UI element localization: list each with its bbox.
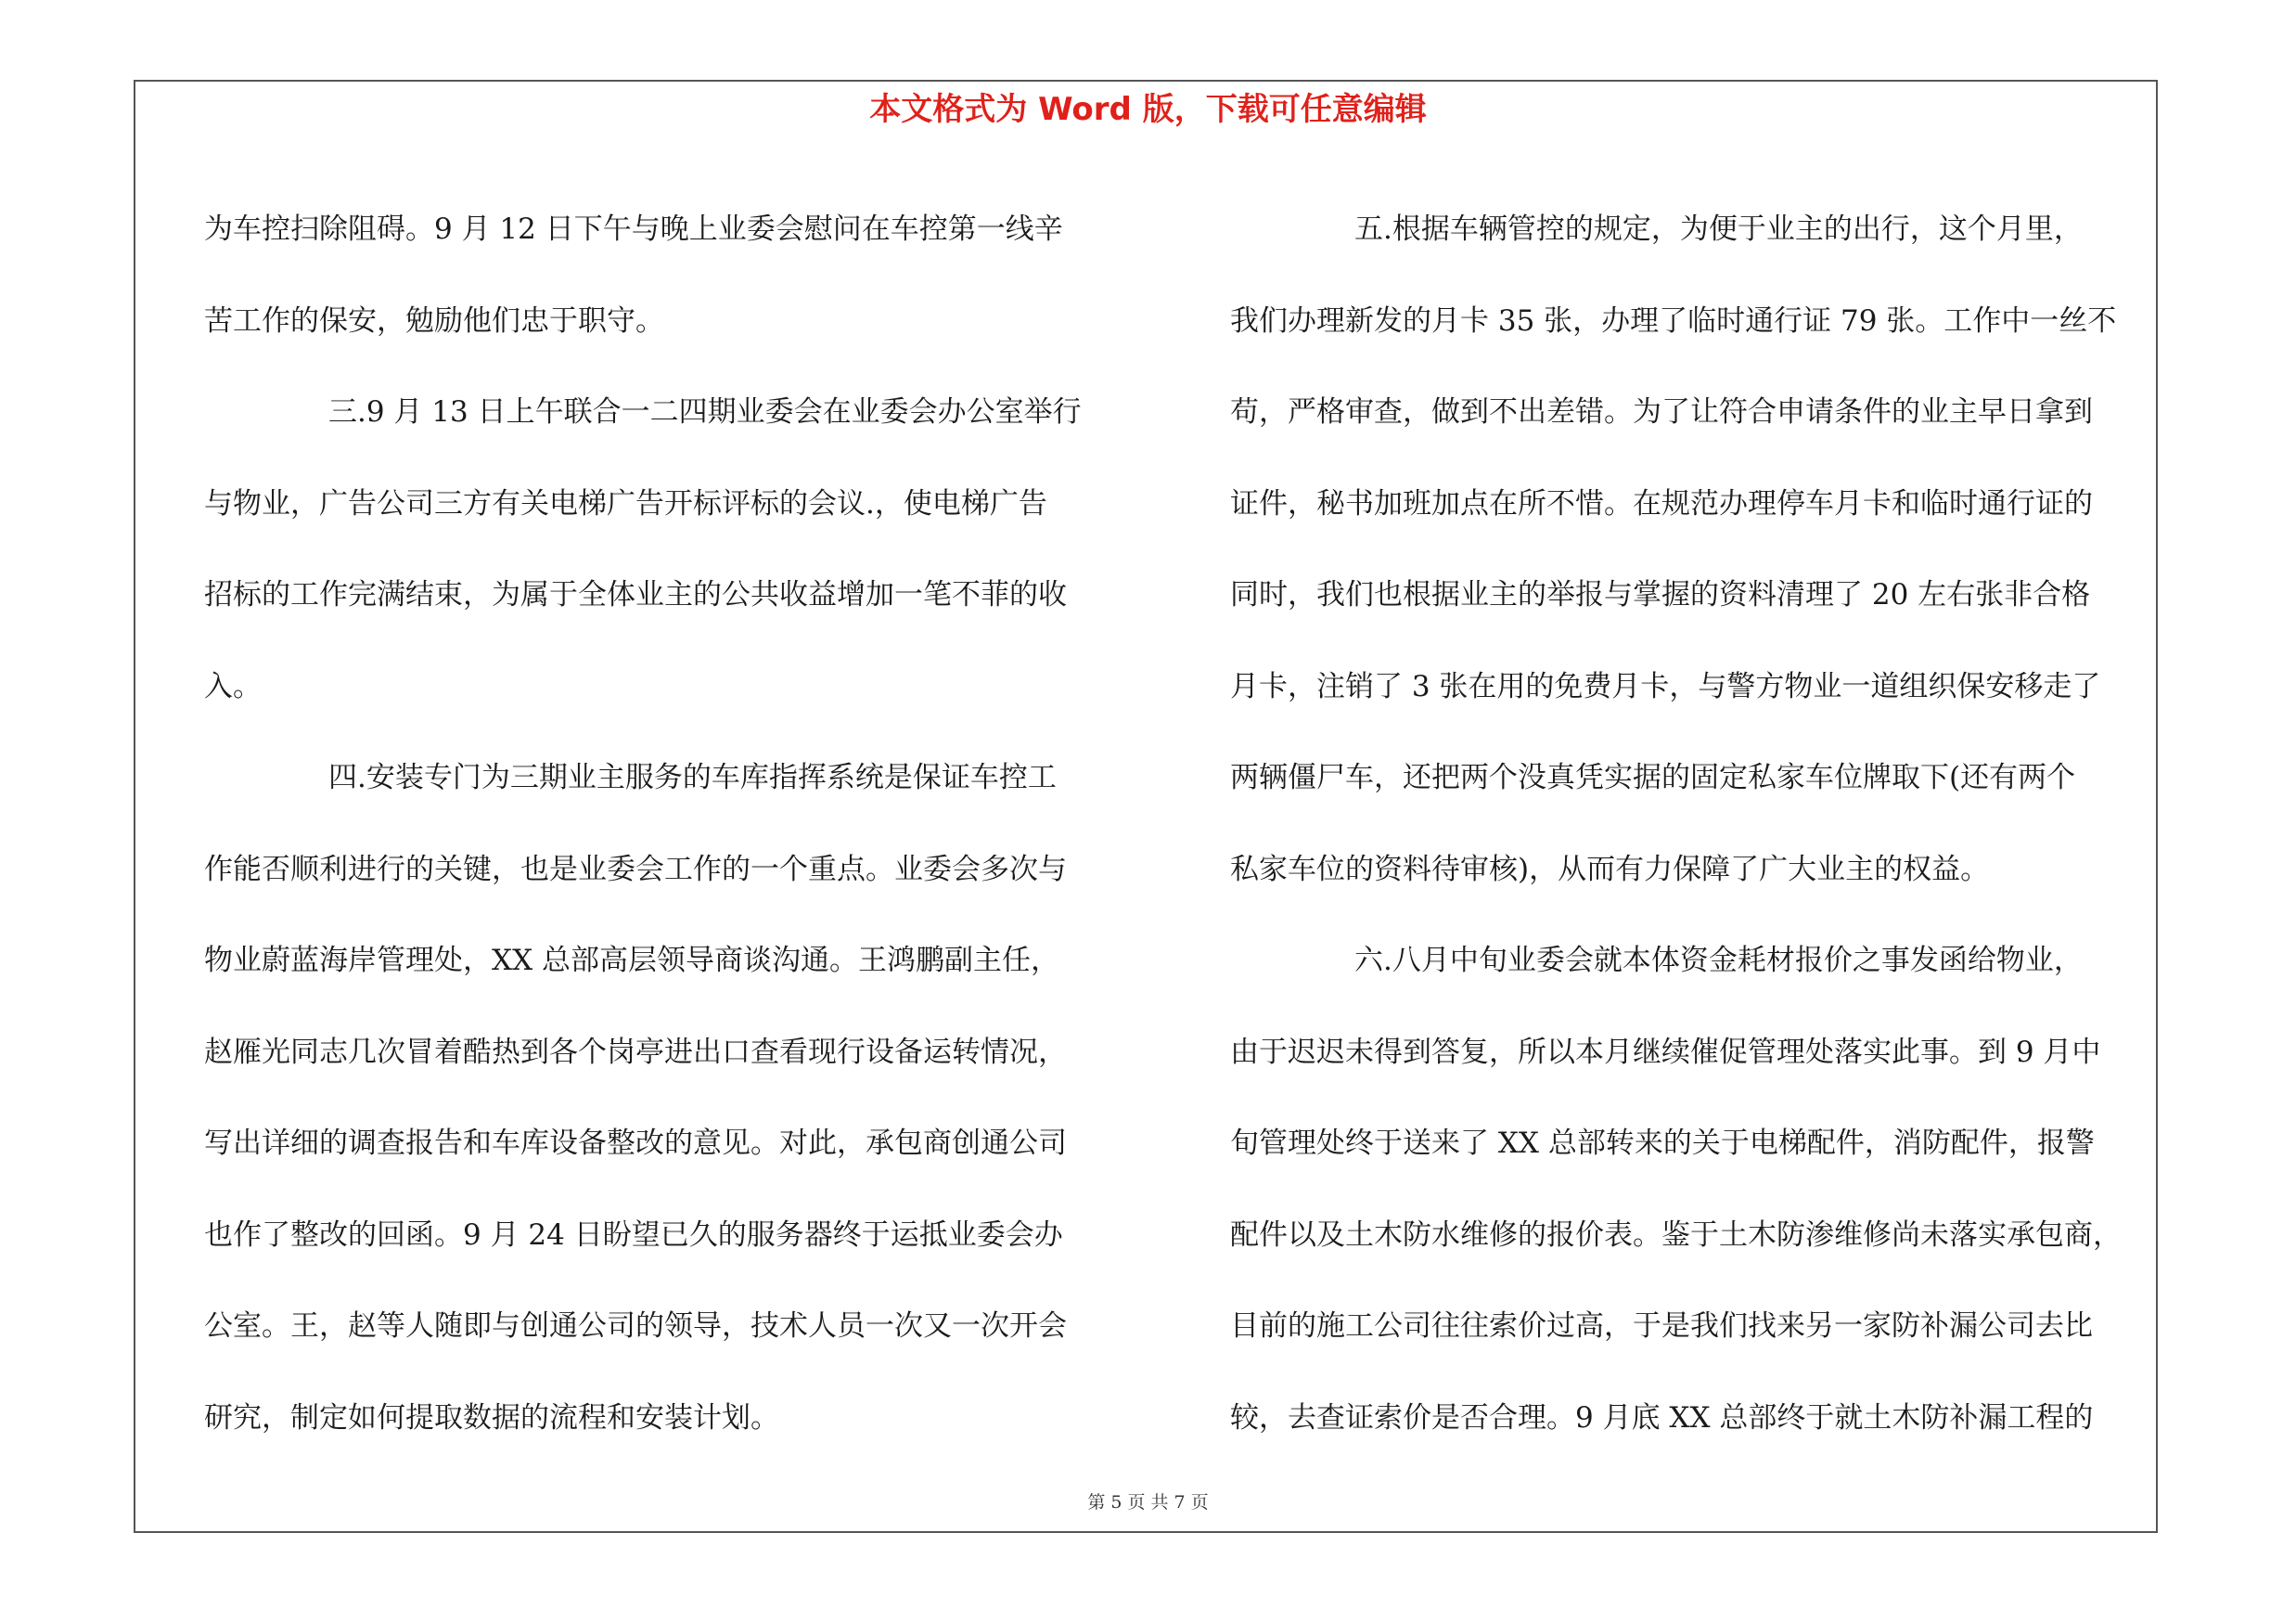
text-line: 为车控扫除阻碍。9 月 12 日下午与晚上业委会慰问在车控第一线辛 [204, 213, 1063, 246]
text-line: 公室。王，赵等人随即与创通公司的领导，技术人员一次又一次开会 [204, 1309, 1067, 1343]
paragraph-start-line: 三.9 月 13 日上午联合一二四期业委会在业委会办公室举行 [328, 395, 1082, 429]
text-line: 配件以及土木防水维修的报价表。鉴于土木防渗维修尚未落实承包商， [1230, 1217, 2122, 1252]
text-line: 也作了整改的回函。9 月 24 日盼望已久的服务器终于运抵业委会办 [204, 1217, 1063, 1252]
paragraph-start-line: 六.八月中旬业委会就本体资金耗材报价之事发函给物业， [1354, 944, 2083, 977]
right-text-column [1230, 184, 2158, 1463]
text-line: 证件，秘书加班加点在所不惜。在规范办理停车月卡和临时通行证的 [1230, 486, 2093, 521]
document-format-banner: 本文格式为 Word 版，下载可任意编辑 [869, 91, 1427, 128]
text-line: 写出详细的调查报告和车库设备整改的意见。对此，承包商创通公司 [204, 1127, 1067, 1160]
text-line: 我们办理新发的月卡 35 张，办理了临时通行证 79 张。工作中一丝不 [1230, 303, 2117, 338]
text-line: 物业蔚蓝海岸管理处，XX 总部高层领导商谈沟通。王鸿鹏副主任， [204, 944, 1059, 977]
text-line: 同时，我们也根据业主的举报与掌握的资料清理了 20 左右张非合格 [1230, 578, 2091, 612]
text-line: 由于迟迟未得到答复，所以本月继续催促管理处落实此事。到 9 月中 [1230, 1035, 2101, 1069]
text-line: 招标的工作完满结束，为属于全体业主的公共收益增加一笔不菲的收 [204, 578, 1067, 612]
text-line: 苟，严格审查，做到不出差错。为了让符合申请条件的业主早日拿到 [1230, 395, 2093, 429]
text-line: 与物业，广告公司三方有关电梯广告开标评标的会议.，使电梯广告 [204, 486, 1047, 521]
text-line: 苦工作的保安，勉励他们忠于职守。 [204, 303, 664, 338]
text-line: 入。 [204, 669, 262, 703]
text-line: 目前的施工公司往往索价过高，于是我们找来另一家防补漏公司去比 [1230, 1309, 2093, 1343]
text-line: 作能否顺利进行的关键，也是业委会工作的一个重点。业委会多次与 [204, 852, 1067, 886]
text-line: 赵雁光同志几次冒着酷热到各个岗亭进出口查看现行设备运转情况， [204, 1035, 1067, 1069]
text-line: 研究，制定如何提取数据的流程和安装计划。 [204, 1400, 779, 1435]
paragraph-start-line: 四.安装专门为三期业主服务的车库指挥系统是保证车控工 [328, 761, 1057, 794]
left-text-column [204, 184, 1141, 1463]
text-line: 两辆僵尸车，还把两个没真凭实据的固定私家车位牌取下(还有两个 [1230, 761, 2076, 794]
text-line: 旬管理处终于送来了 XX 总部转来的关于电梯配件，消防配件，报警 [1230, 1127, 2095, 1160]
paragraph-start-line: 五.根据车辆管控的规定，为便于业主的出行，这个月里， [1354, 213, 2083, 246]
text-line: 私家车位的资料待审核)，从而有力保障了广大业主的权益。 [1230, 852, 1990, 886]
text-line: 较，去查证索价是否合理。9 月底 XX 总部终于就土木防补漏工程的 [1230, 1400, 2094, 1435]
page-number-footer: 第 5 页 共 7 页 [1087, 1492, 1209, 1513]
text-line: 月卡，注销了 3 张在用的免费月卡，与警方物业一道组织保安移走了 [1230, 669, 2101, 703]
